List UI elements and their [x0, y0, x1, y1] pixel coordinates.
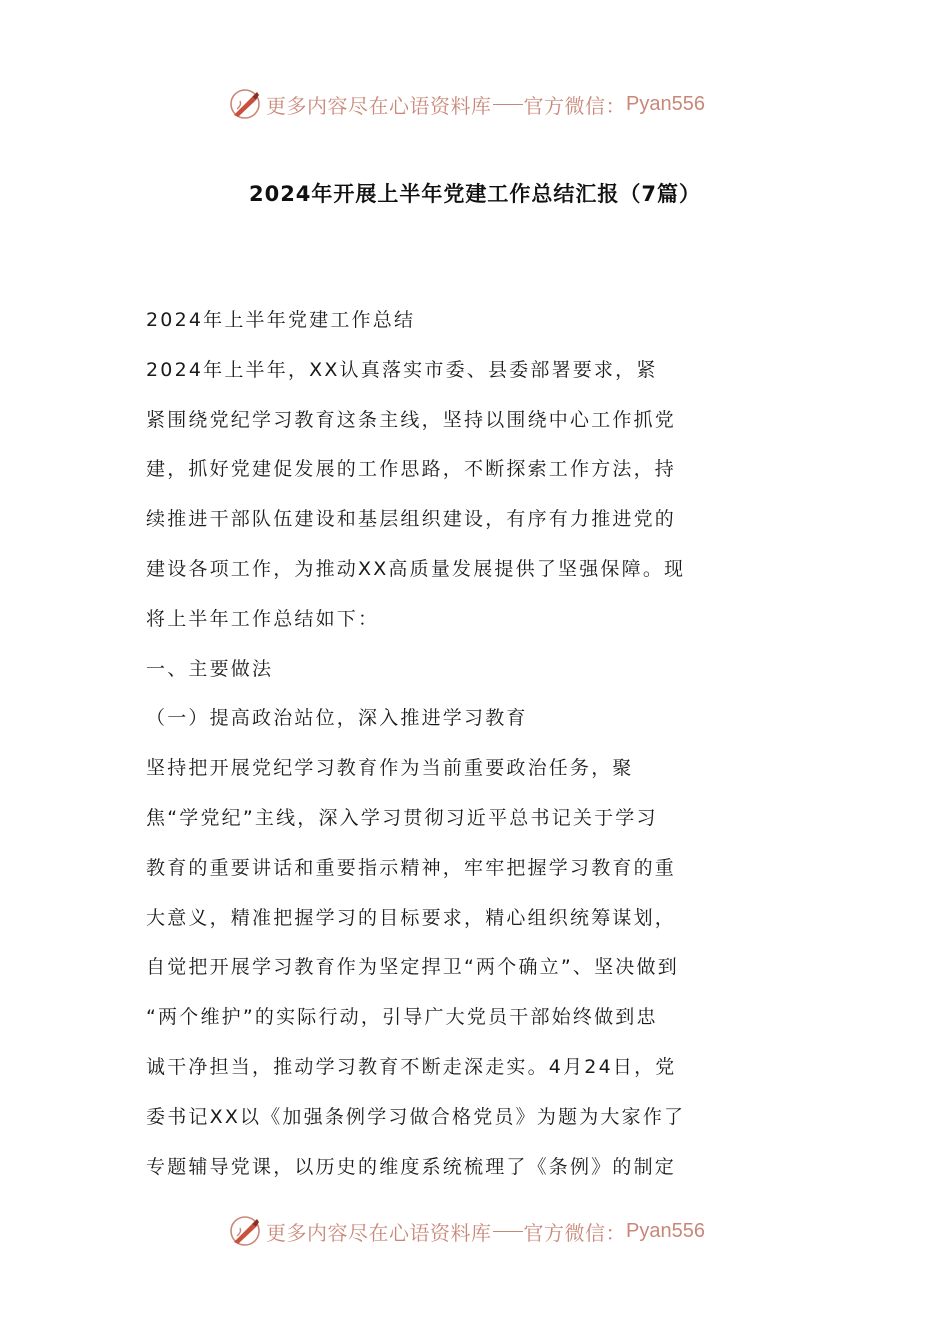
pen-logo-icon: [228, 1214, 262, 1248]
paragraph-line: 焦“学党纪”主线，深入学习贯彻习近平总书记关于学习: [146, 806, 658, 829]
watermark-label: 官方微信：: [523, 93, 626, 118]
paragraph-line: 专题辅导党课，以历史的维度系统梳理了《条例》的制定: [146, 1155, 677, 1178]
paragraph-line: 建，抓好党建促发展的工作思路，不断探索工作方法，持: [146, 458, 677, 481]
paragraph-line: 大意义，精准把握学习的目标要求，精心组织统筹谋划，: [146, 906, 677, 929]
section-heading: 2024年上半年党建工作总结: [146, 309, 416, 331]
paragraph-line: “两个维护”的实际行动，引导广大党员干部始终做到忠: [146, 1006, 658, 1029]
paragraph-line: 诚干净担当，推动学习教育不断走深走实。4月24日，党: [146, 1055, 677, 1078]
paragraph-line: 紧围绕党纪学习教育这条主线，坚持以围绕中心工作抓党: [146, 408, 677, 431]
paragraph-line: 自觉把开展学习教育作为坚定捍卫“两个确立”、坚决做到: [146, 956, 679, 979]
paragraph-line: 教育的重要讲话和重要指示精神，牢牢把握学习教育的重: [146, 856, 677, 879]
watermark-text: 更多内容尽在心语资料库: [266, 1220, 492, 1245]
paragraph-line: 将上半年工作总结如下：: [146, 607, 380, 630]
watermark-footer: [228, 1212, 705, 1250]
document-title: 2024年开展上半年党建工作总结汇报（7篇）: [248, 182, 702, 206]
paragraph-line: 2024年上半年，XX认真落实市委、县委部署要求，紧: [146, 358, 658, 381]
pen-logo-icon: [228, 87, 262, 121]
watermark-text: 更多内容尽在心语资料库: [266, 93, 492, 118]
subsection-heading: （一）提高政治站位，深入推进学习教育: [146, 707, 528, 730]
document-body: [146, 296, 746, 1192]
watermark-dash: [493, 1231, 523, 1232]
watermark-wechat-id: Pyan556: [626, 1219, 705, 1242]
paragraph-line: 建设各项工作，为推动XX高质量发展提供了坚强保障。现: [146, 557, 686, 580]
paragraph-line: 坚持把开展党纪学习教育作为当前重要政治任务，聚: [146, 757, 634, 780]
section-heading: 一、主要做法: [146, 657, 274, 680]
watermark-header: [228, 85, 705, 123]
paragraph-line: 委书记XX以《加强条例学习做合格党员》为题为大家作了: [146, 1105, 686, 1128]
watermark-label: 官方微信：: [523, 1220, 626, 1245]
watermark-wechat-id: Pyan556: [626, 92, 705, 115]
paragraph-line: 续推进干部队伍建设和基层组织建设，有序有力推进党的: [146, 508, 677, 531]
watermark-dash: [493, 104, 523, 105]
